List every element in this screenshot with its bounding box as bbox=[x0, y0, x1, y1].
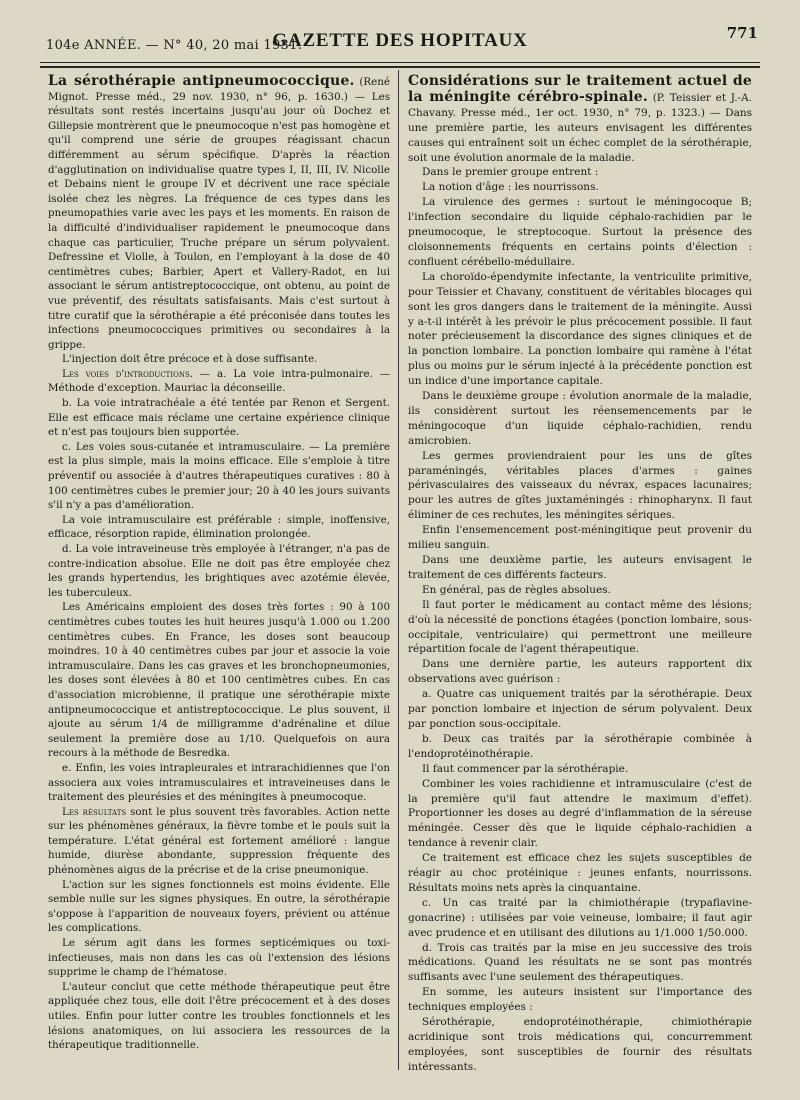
paragraph: b. Deux cas traités par la sérothérapie combinée à l'endoprotéinothérapie. bbox=[408, 732, 752, 760]
header-rule-double bbox=[40, 66, 760, 68]
paragraph: e. Enfin, les voies intrapleurales et intrarachidiennes que l'on associera aux voies intramusculaires et intraveineuses dans le traitement des pleurésies et des méningites à pneumocoque. bbox=[48, 761, 390, 804]
paragraph: Les germes proviendraient pour les uns de gîtes paraméningés, véritables places d'armes : gaines périvasculaires des vaisseaux du névrax, espaces lacunaires; pour les autres de gîtes juxtaméningés : rhinopharynx. Il faut éliminer de ces rechutes, les méningites sériques. bbox=[408, 449, 752, 522]
article-citation: (René Mignot. Presse méd., 29 nov. 1930, n° 96, p. 1630.) — Les résultats sont restés incertains jusqu'au jour où Dochez et Gillepsie montrèrent que le pneumocoque n'est pas homogène et qu'il comprend une série de groupes réagissant chacun différemment au sérum spécifique. D'après la réaction d'agglutination on individualise quatre types I, II, III, IV. Nicolle et Debains nient le groupe IV et décrivent une race spéciale isolée chez les nègres. La fréquence de ces types dans les pneumopathies varie avec les pays et les moments. En raison de la difficulté d'individualiser rapidement le pneumocoque dans chaque cas particulier, Truche prépare un sérum polyvalent. Defressine et Violle, à Toulon, en l'employant à la dose de 40 centimètres cubes; Barbier, Apert et Vallery-Radot, en lui associant le sérum antistreptococcique, ont obtenu, au point de vue préventif, des résultats satisfaisants. Mais c'est surtout à titre curatif que la sérothérapie a été préconisée dans toutes les infections pneumococciques primitives ou secondaires à la grippe. bbox=[48, 76, 390, 351]
section-label: Les voies d'introductions. bbox=[62, 367, 194, 380]
article-title: Considérations sur le traitement actuel de la méningite cérébro-spinale. bbox=[408, 73, 752, 105]
paragraph: Les Américains emploient des doses très fortes : 90 à 100 centimètres cubes toutes les huit heures jusqu'à 1.000 ou 1.200 centimètres cubes. En France, les doses sont beaucoup moindres. 10 à 40 centimètres cubes par jour et associe la voie intramusculaire. Dans les cas graves et les bronchopneumonies, les doses sont élevées à 80 et 100 centimètres cubes. En cas d'association microbienne, il pratique une sérothérapie mixte antipneumococcique et antistreptococcique. Le plus souvent, il ajoute au sérum 1/4 de milligramme d'adrénaline et dilue seulement la première dose au 1/10. Quelquefois on aura recours à la méthode de Besredka. bbox=[48, 601, 390, 760]
paragraph: Enfin l'ensemencement post-méningitique peut provenir du milieu sanguin. bbox=[408, 524, 752, 552]
paragraph: L'injection doit être précoce et à dose suffisante. bbox=[62, 353, 318, 366]
paragraph: Les voies d'introductions. — a. La voie intra-pulmonaire. — Méthode d'exception. Mauriac la déconseille. bbox=[48, 367, 390, 395]
article-intro bbox=[408, 74, 752, 165]
paragraph: Dans une dernière partie, les auteurs rapportent dix observations avec guérison : bbox=[408, 658, 752, 686]
page-number: 771 bbox=[726, 24, 758, 42]
journal-title: GAZETTE DES HOPITAUX bbox=[272, 30, 528, 51]
paragraph: Dans le deuxième groupe : évolution anormale de la maladie, ils considèrent surtout les réensemencements par le méningocoque d'un liquide céphalo-rachidien, rendu amicrobien. bbox=[408, 390, 752, 447]
paragraph: En somme, les auteurs insistent sur l'importance des techniques employées : bbox=[408, 986, 752, 1014]
paragraph: En général, pas de règles absolues. bbox=[422, 583, 611, 596]
paragraph: La notion d'âge : les nourrissons. bbox=[422, 181, 599, 194]
paragraph: d. Trois cas traités par la mise en jeu successive des trois médications. Quand les résultats ne se sont pas montrés suffisants avec l'une seulement des thérapeutiques. bbox=[408, 941, 752, 984]
paragraph: La voie intramusculaire est préférable : simple, inoffensive, efficace, résorption rapide, élimination prolongée. bbox=[48, 513, 390, 541]
paragraph: Le sérum agit dans les formes septicémiques ou toxi-infectieuses, mais non dans les cas où l'extension des lésions supprime le champ de l'hématose. bbox=[48, 937, 390, 979]
paragraph: d. La voie intraveineuse très employée à l'étranger, n'a pas de contre-indication absolue. Elle ne doit pas être employée chez les grands hypertendus, les brightiques avec azotémie élevée, les tuberculeux. bbox=[48, 543, 390, 599]
paragraph: b. La voie intratrachéale a été tentée par Renon et Sergent. Elle est efficace mais réclame une certaine expérience clinique et n'est pas toujours bien supportée. bbox=[48, 397, 390, 439]
paragraph: Les résultats sont le plus souvent très favorables. Action nette sur les phénomènes généraux, la fièvre tombe et le pouls suit la température. L'état général est fortement amélioré : langue humide, diurèse abondante, suppression fréquente des phénomènes aigus de la précrise et de la crise pneumonique. bbox=[48, 805, 391, 877]
paragraph: La choroïdo-épendymite infectante, la ventriculite primitive, pour Teissier et Chavany, constituent de véritables blocages qui sont les gros dangers dans le traitement de la méningite. Aussi y a-t-il intérêt à les prévoir le plus précocement possible. Il faut noter précieusement la discordance des signes cliniques et de la ponction lombaire. La ponction lombaire qui ramène à l'état plus ou moins pur le sérum injecté à la précédente ponction est un indice d'une importance capitale. bbox=[408, 270, 752, 388]
paragraph: Ce traitement est efficace chez les sujets susceptibles de réagir au choc protéinique : jeunes enfants, nourrissons. Résultats moins nets après la cinquantaine. bbox=[408, 852, 752, 894]
paragraph: Sérothérapie, endoprotéinothérapie, chimiothérapie acridinique sont trois médications qui, concurremment employées, sont susceptibles de fournir des résultats intéressants. bbox=[408, 1016, 752, 1073]
page-header bbox=[36, 20, 764, 60]
paragraph: c. Un cas traité par la chimiothérapie (trypaflavine-gonacrine) : utilisées par voie veineuse, lombaire; il faut agir avec prudence et en utilisant des dilutions au 1/1.000 1/50.000. bbox=[408, 896, 752, 939]
article-citation: (P. Teissier et J.-A. Chavany. Presse méd., 1er oct. 1930, n° 79, p. 1323.) — Dans une première partie, les auteurs envisagent les différentes causes qui entraînent soit un échec complet de la sérothérapie, soit une évolution anormale de la maladie. bbox=[408, 91, 753, 164]
paragraph: Dans une deuxième partie, les auteurs envisagent le traitement de ces différents facteurs. bbox=[408, 554, 752, 581]
paragraph: Il faut commencer par la sérothérapie. bbox=[422, 762, 629, 775]
section-label: Les résultats bbox=[62, 805, 127, 818]
paragraph: L'auteur conclut que cette méthode thérapeutique peut être appliquée chez tous, elle doit l'être précocement et à des doses utiles. Enfin pour lutter contre les troubles fonctionnels et les lésions anatomiques, on lui associera les ressources de la thérapeutique traditionnelle. bbox=[48, 980, 390, 1052]
right-column bbox=[408, 74, 752, 1075]
paragraph: La virulence des germes : surtout le méningocoque B; l'infection secondaire du liquide céphalo-rachidien par le pneumocoque, le streptocoque. Surtout la présence des cloisonnements fréquents en certains points d'élection : confluent cérébello-médullaire. bbox=[408, 196, 752, 268]
column-divider bbox=[398, 70, 399, 1070]
left-column bbox=[48, 74, 390, 1053]
paragraph: Combiner les voies rachidienne et intramusculaire (c'est de la première qu'il faut attendre le maximum d'effet). Proportionner les doses au degré d'inflammation de la séreuse méningée. Cesser dès que le liquide céphalo-rachidien a tendance à revenir clair. bbox=[408, 777, 752, 850]
paragraph: c. Les voies sous-cutanée et intramusculaire. — La première est la plus simple, mais la moins efficace. Elle s'emploie à titre préventif ou associée à d'autres thérapeutiques curatives : 80 à 100 centimètres cubes le premier jour; 20 à 40 les jours suivants s'il n'y a pas d'amélioration. bbox=[48, 440, 390, 512]
article-title: La sérothérapie antipneumococcique. bbox=[48, 73, 355, 89]
paragraph: L'action sur les signes fonctionnels est moins évidente. Elle semble nulle sur les signes physiques. En outre, la sérothérapie s'oppose à l'apparition de nouveaux foyers, prévient ou atténue les complications. bbox=[48, 878, 390, 935]
issue-line: 104e ANNÉE. — N° 40, 20 mai 1931. bbox=[46, 38, 303, 53]
header-rule bbox=[40, 62, 760, 63]
article-intro bbox=[48, 74, 390, 352]
paragraph: Il faut porter le médicament au contact même des lésions; d'où la nécessité de ponctions étagées (ponction lombaire, sous-occipitale, ventriculaire) qui permettront une meilleure répartition focale de l'agent thérapeutique. bbox=[408, 598, 752, 656]
paragraph: Dans le premier groupe entrent : bbox=[422, 166, 599, 179]
paragraph: a. Quatre cas uniquement traités par la sérothérapie. Deux par ponction lombaire et injection de sérum polyvalent. Deux par ponction sous-occipitale. bbox=[408, 688, 752, 730]
